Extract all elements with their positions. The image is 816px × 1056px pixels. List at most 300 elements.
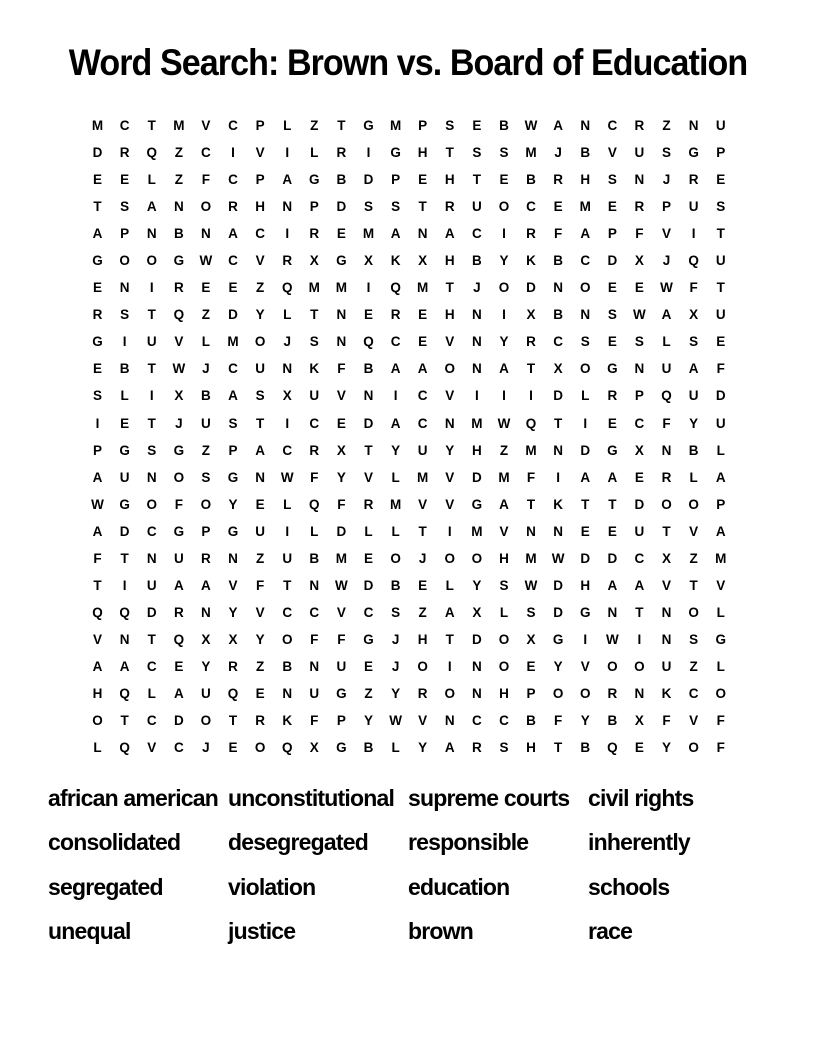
grid-letter: V	[336, 604, 346, 620]
grid-letter: M	[335, 280, 348, 296]
grid-letter: A	[499, 496, 509, 512]
grid-letter: X	[634, 253, 644, 269]
grid-letter: D	[146, 604, 157, 620]
grid-letter: E	[93, 280, 103, 296]
grid-letter: T	[662, 523, 671, 539]
grid-letter: V	[147, 740, 157, 756]
grid-letter: T	[608, 496, 617, 512]
grid-letter: O	[281, 631, 293, 647]
grid-letter: O	[634, 658, 645, 674]
grid-letter: X	[689, 307, 699, 323]
grid-letter: I	[556, 469, 561, 485]
grid-letter: M	[308, 280, 320, 296]
grid-row	[84, 599, 734, 626]
grid-letter: M	[91, 118, 104, 134]
grid-letter: X	[282, 388, 292, 404]
grid-row	[84, 437, 734, 464]
grid-letter: N	[444, 415, 455, 431]
grid-letter: I	[285, 415, 290, 431]
grid-letter: W	[335, 577, 348, 593]
grid-letter: H	[444, 172, 455, 188]
grid-letter: N	[634, 172, 645, 188]
grid-letter: L	[283, 307, 292, 323]
grid-letter: G	[119, 496, 130, 512]
grid-row	[84, 464, 734, 491]
grid-letter: Z	[418, 604, 427, 620]
grid-letter: P	[228, 442, 238, 458]
grid-letter: W	[660, 280, 673, 296]
grid-letter: D	[607, 253, 618, 269]
grid-letter: N	[146, 550, 157, 566]
grid-letter: O	[92, 713, 103, 729]
grid-letter: B	[526, 713, 536, 729]
grid-letter: J	[662, 253, 671, 269]
grid-letter: I	[149, 280, 154, 296]
grid-letter: T	[337, 118, 346, 134]
grid-letter: Z	[310, 118, 319, 134]
grid-letter: U	[661, 361, 672, 377]
grid-letter: U	[282, 550, 293, 566]
letter-grid	[84, 112, 734, 761]
grid-letter: Z	[255, 550, 265, 566]
grid-letter: Z	[174, 172, 183, 188]
grid-letter: E	[201, 280, 211, 296]
grid-letter: I	[366, 280, 371, 296]
word-list-row	[48, 776, 788, 821]
grid-letter: N	[634, 686, 645, 701]
grid-letter: N	[119, 631, 130, 647]
grid-letter: O	[200, 713, 212, 729]
grid-letter: T	[526, 496, 536, 512]
grid-letter: T	[93, 199, 102, 215]
grid-letter: X	[526, 307, 536, 323]
grid-letter: N	[471, 334, 482, 350]
grid-letter: V	[445, 496, 455, 512]
grid-letter: B	[201, 388, 211, 404]
grid-letter: K	[282, 713, 293, 729]
grid-letter: N	[471, 361, 482, 377]
grid-letter: M	[389, 496, 402, 512]
grid-letter: G	[173, 442, 185, 458]
grid-letter: I	[393, 388, 398, 404]
grid-letter: Q	[363, 334, 374, 350]
grid-letter: K	[661, 686, 672, 701]
grid-letter: Y	[499, 253, 509, 269]
grid-letter: G	[715, 631, 726, 647]
grid-letter: A	[119, 658, 130, 674]
grid-letter: R	[173, 280, 184, 296]
grid-letter: R	[201, 550, 211, 566]
grid-letter: C	[526, 199, 536, 215]
grid-letter: C	[146, 523, 157, 539]
grid-letter: H	[471, 442, 482, 458]
grid-letter: B	[553, 307, 564, 323]
grid-letter: U	[417, 442, 428, 458]
grid-letter: R	[607, 686, 618, 701]
grid-letter: T	[147, 307, 156, 323]
grid-letter: R	[526, 226, 536, 242]
grid-letter: N	[228, 550, 238, 566]
grid-letter: G	[607, 442, 618, 458]
grid-letter: A	[146, 199, 157, 215]
grid-letter: C	[607, 118, 618, 134]
grid-letter: F	[635, 226, 644, 242]
grid-letter: D	[607, 550, 618, 566]
grid-letter: U	[688, 388, 699, 404]
grid-letter: M	[417, 469, 429, 485]
word-item: supreme courts	[408, 784, 570, 811]
grid-letter: T	[635, 604, 644, 620]
grid-letter: P	[526, 686, 536, 701]
grid-letter: Q	[119, 686, 130, 701]
grid-letter: H	[499, 686, 509, 701]
grid-letter: J	[662, 172, 671, 188]
grid-letter: U	[309, 686, 320, 701]
grid-letter: K	[390, 253, 401, 269]
grid-letter: A	[390, 415, 401, 431]
grid-letter: I	[637, 631, 642, 647]
grid-letter: C	[390, 334, 401, 350]
grid-letter: R	[417, 686, 428, 701]
grid-letter: M	[579, 199, 591, 215]
grid-letter: W	[524, 577, 538, 593]
grid-letter: M	[471, 523, 483, 539]
grid-letter: I	[474, 388, 479, 404]
word-item: schools	[588, 873, 670, 900]
grid-letter: M	[471, 415, 483, 431]
grid-letter: X	[309, 740, 319, 756]
grid-letter: N	[417, 226, 428, 242]
grid-letter: T	[445, 145, 454, 161]
grid-letter: T	[120, 713, 129, 729]
grid-letter: L	[689, 469, 698, 485]
grid-letter: D	[173, 713, 184, 729]
grid-letter: F	[255, 577, 265, 593]
grid-row	[84, 382, 734, 409]
grid-letter: F	[526, 469, 536, 485]
grid-letter: A	[390, 226, 401, 242]
grid-letter: A	[580, 226, 591, 242]
grid-letter: L	[283, 496, 292, 512]
grid-letter: E	[363, 307, 373, 323]
grid-letter: G	[363, 118, 374, 134]
grid-letter: C	[688, 686, 699, 701]
grid-letter: V	[418, 713, 428, 729]
grid-letter: P	[716, 496, 726, 512]
grid-letter: H	[417, 145, 428, 161]
grid-letter: T	[93, 577, 102, 593]
word-item: african american	[48, 784, 219, 811]
grid-letter: F	[201, 172, 211, 188]
grid-letter: E	[418, 577, 428, 593]
grid-letter: N	[471, 307, 482, 323]
grid-letter: C	[363, 604, 374, 620]
grid-letter: W	[524, 118, 538, 134]
grid-letter: R	[92, 307, 103, 323]
word-item: violation	[228, 873, 316, 900]
grid-letter: F	[310, 713, 319, 729]
grid-letter: T	[418, 523, 427, 539]
grid-letter: E	[418, 307, 428, 323]
grid-letter: A	[634, 577, 645, 593]
grid-letter: W	[91, 496, 104, 512]
grid-letter: R	[282, 253, 293, 269]
grid-letter: Z	[499, 442, 509, 458]
grid-letter: M	[525, 550, 537, 566]
grid-letter: I	[122, 334, 127, 350]
grid-letter: Y	[228, 604, 238, 620]
grid-letter: G	[336, 740, 347, 756]
grid-letter: D	[715, 388, 726, 404]
grid-letter: M	[417, 280, 429, 296]
grid-letter: A	[553, 118, 564, 134]
grid-letter: C	[201, 145, 211, 161]
grid-letter: Y	[689, 415, 699, 431]
grid-letter: O	[579, 686, 591, 701]
grid-letter: H	[92, 686, 103, 701]
grid-letter: B	[336, 172, 347, 188]
grid-letter: E	[580, 523, 590, 539]
grid-letter: V	[499, 523, 509, 539]
grid-letter: E	[716, 334, 726, 350]
grid-letter: V	[580, 658, 590, 674]
grid-letter: S	[391, 199, 401, 215]
grid-letter: V	[255, 253, 265, 269]
grid-row	[84, 166, 734, 193]
grid-letter: O	[607, 658, 618, 674]
grid-letter: U	[634, 145, 645, 161]
grid-letter: N	[146, 469, 157, 485]
grid-letter: L	[662, 334, 671, 350]
grid-letter: B	[553, 253, 564, 269]
grid-letter: P	[634, 388, 644, 404]
grid-row	[84, 139, 734, 166]
grid-letter: N	[661, 631, 672, 647]
grid-row	[84, 220, 734, 247]
grid-letter: A	[92, 658, 103, 674]
grid-letter: T	[147, 415, 156, 431]
grid-letter: N	[688, 118, 699, 134]
grid-letter: N	[580, 118, 591, 134]
grid-letter: K	[553, 496, 564, 512]
grid-letter: I	[285, 523, 290, 539]
grid-letter: B	[580, 145, 591, 161]
grid-letter: P	[662, 199, 672, 215]
grid-letter: N	[309, 577, 320, 593]
grid-letter: X	[309, 253, 319, 269]
grid-letter: O	[146, 496, 157, 512]
grid-letter: N	[282, 199, 293, 215]
grid-letter: J	[554, 145, 562, 161]
grid-letter: C	[119, 118, 130, 134]
grid-letter: U	[715, 253, 726, 269]
grid-letter: A	[255, 442, 265, 458]
grid-letter: U	[201, 415, 211, 431]
grid-letter: F	[337, 361, 346, 377]
grid-letter: F	[554, 713, 563, 729]
grid-row	[84, 247, 734, 274]
grid-row	[84, 410, 734, 437]
grid-letter: O	[688, 740, 699, 756]
grid-letter: I	[447, 658, 452, 674]
grid-letter: R	[228, 199, 238, 215]
grid-letter: S	[526, 604, 536, 620]
grid-letter: X	[553, 361, 563, 377]
grid-letter: S	[607, 172, 617, 188]
grid-letter: U	[173, 550, 184, 566]
grid-letter: A	[715, 469, 726, 485]
grid-letter: Z	[201, 442, 211, 458]
grid-letter: S	[391, 604, 401, 620]
grid-letter: L	[716, 658, 725, 674]
grid-letter: Q	[607, 740, 618, 756]
grid-letter: R	[661, 469, 672, 485]
grid-letter: A	[444, 604, 455, 620]
grid-letter: V	[255, 145, 265, 161]
grid-letter: C	[471, 713, 482, 729]
grid-letter: O	[254, 334, 266, 350]
grid-letter: N	[526, 523, 536, 539]
grid-letter: G	[363, 631, 374, 647]
grid-letter: G	[552, 631, 564, 647]
word-item: responsible	[408, 829, 529, 856]
grid-letter: R	[173, 604, 184, 620]
grid-letter: C	[309, 604, 320, 620]
grid-row	[84, 328, 734, 355]
grid-letter: G	[173, 253, 185, 269]
grid-letter: Z	[689, 658, 698, 674]
grid-letter: T	[526, 361, 536, 377]
grid-letter: Q	[309, 496, 320, 512]
grid-letter: D	[580, 550, 591, 566]
grid-letter: A	[201, 577, 211, 593]
grid-letter: F	[93, 550, 102, 566]
grid-letter: O	[498, 280, 510, 296]
grid-letter: U	[201, 686, 211, 701]
grid-letter: M	[362, 226, 375, 242]
grid-letter: I	[122, 577, 127, 593]
grid-letter: O	[471, 550, 483, 566]
grid-letter: J	[283, 334, 291, 350]
grid-letter: L	[201, 334, 211, 350]
grid-letter: R	[634, 118, 645, 134]
grid-letter: T	[147, 631, 156, 647]
grid-letter: V	[363, 469, 373, 485]
grid-letter: S	[309, 334, 319, 350]
grid-letter: Z	[255, 280, 265, 296]
grid-letter: C	[634, 550, 645, 566]
grid-letter: T	[554, 740, 563, 756]
grid-letter: C	[499, 713, 509, 729]
grid-letter: V	[445, 469, 455, 485]
grid-letter: L	[364, 523, 373, 539]
grid-letter: E	[336, 226, 346, 242]
grid-letter: A	[92, 523, 103, 539]
grid-letter: W	[172, 361, 186, 377]
grid-letter: X	[472, 604, 482, 620]
grid-letter: S	[689, 334, 699, 350]
grid-letter: T	[147, 118, 156, 134]
grid-letter: G	[227, 523, 239, 539]
grid-letter: E	[363, 658, 373, 674]
grid-letter: E	[607, 280, 617, 296]
grid-letter: Q	[146, 145, 157, 161]
grid-letter: U	[471, 199, 482, 215]
grid-letter: C	[309, 415, 320, 431]
grid-letter: I	[285, 226, 290, 242]
word-item: brown	[408, 918, 473, 945]
grid-letter: O	[444, 550, 456, 566]
grid-letter: O	[688, 496, 699, 512]
grid-letter: S	[580, 334, 590, 350]
grid-letter: Y	[336, 469, 346, 485]
grid-letter: V	[174, 334, 184, 350]
grid-letter: C	[417, 388, 428, 404]
grid-row	[84, 653, 734, 680]
grid-letter: I	[502, 307, 506, 323]
grid-letter: E	[120, 415, 130, 431]
grid-letter: F	[716, 361, 725, 377]
grid-letter: Z	[255, 658, 265, 674]
grid-letter: A	[444, 740, 455, 756]
grid-letter: R	[119, 145, 130, 161]
grid-letter: R	[688, 172, 699, 188]
grid-letter: S	[363, 199, 373, 215]
grid-letter: A	[92, 226, 103, 242]
grid-letter: F	[716, 713, 725, 729]
grid-letter: A	[173, 577, 184, 593]
grid-letter: F	[337, 496, 346, 512]
grid-letter: Z	[689, 550, 698, 566]
grid-letter: T	[445, 631, 454, 647]
grid-letter: C	[146, 658, 157, 674]
grid-letter: U	[715, 415, 726, 431]
grid-letter: M	[525, 145, 537, 161]
grid-letter: Q	[119, 604, 130, 620]
grid-letter: U	[146, 334, 157, 350]
grid-letter: A	[607, 577, 618, 593]
grid-letter: G	[227, 469, 239, 485]
grid-letter: A	[390, 361, 401, 377]
grid-letter: R	[471, 740, 482, 756]
grid-letter: W	[199, 253, 213, 269]
word-item: unconstitutional	[228, 784, 395, 811]
grid-row	[84, 301, 734, 328]
grid-letter: S	[255, 388, 265, 404]
grid-letter: R	[228, 658, 238, 674]
grid-letter: S	[93, 388, 103, 404]
grid-letter: G	[336, 253, 347, 269]
grid-letter: J	[391, 631, 400, 647]
grid-row	[84, 193, 734, 220]
grid-letter: S	[499, 577, 509, 593]
grid-letter: D	[228, 307, 238, 323]
grid-letter: F	[662, 713, 671, 729]
grid-letter: N	[363, 388, 374, 404]
grid-letter: F	[716, 740, 725, 756]
grid-letter: T	[310, 307, 319, 323]
grid-row	[84, 545, 734, 572]
grid-letter: V	[228, 577, 238, 593]
grid-letter: E	[418, 334, 428, 350]
grid-letter: E	[526, 658, 536, 674]
grid-letter: D	[553, 577, 564, 593]
grid-letter: J	[473, 280, 481, 296]
grid-letter: P	[607, 226, 617, 242]
grid-letter: G	[390, 145, 401, 161]
grid-letter: D	[471, 631, 482, 647]
grid-letter: C	[228, 253, 238, 269]
